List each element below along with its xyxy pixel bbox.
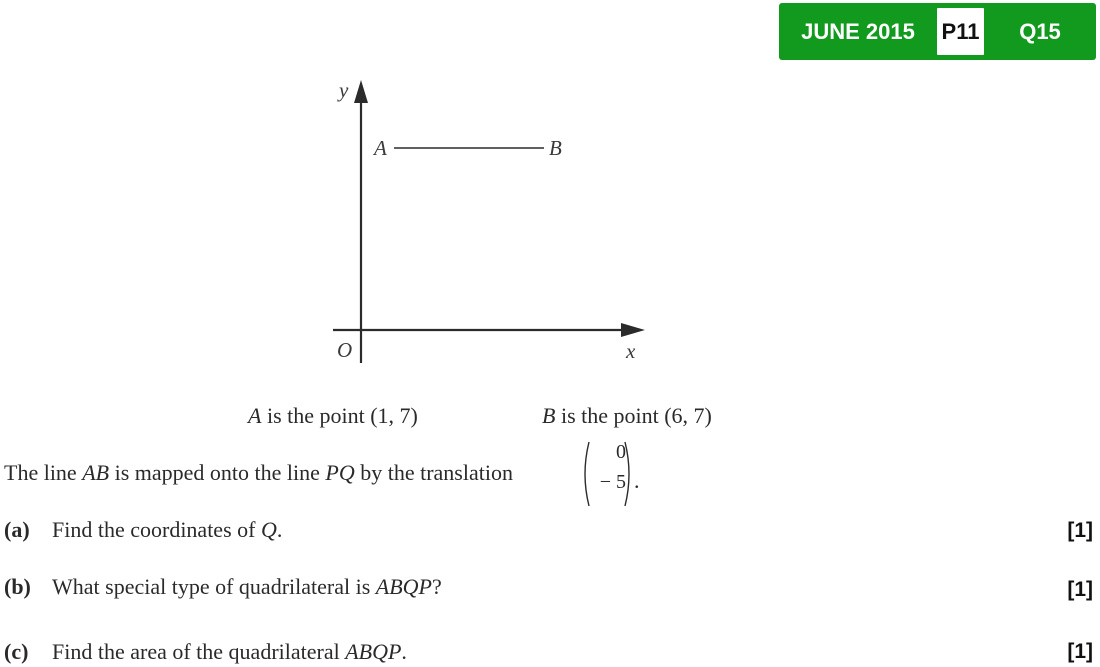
question-a-symbol: Q	[260, 517, 277, 542]
translation-vector	[580, 438, 640, 510]
vector-top-value: 0	[616, 441, 626, 463]
origin-label: O	[337, 338, 353, 362]
question-c-label: (c)	[4, 639, 29, 664]
point-a-text: is the point (1, 7)	[261, 403, 418, 428]
question-b-tail: ?	[431, 574, 442, 599]
badge-question: Q15	[1019, 19, 1061, 44]
point-b-symbol: B	[542, 403, 556, 428]
point-a-label: A	[374, 136, 387, 160]
point-b-label: B	[549, 136, 562, 160]
point-a-symbol: A	[248, 403, 262, 428]
line-ab-symbol: AB	[82, 460, 110, 485]
question-c-marks: [1]	[1067, 640, 1093, 663]
question-c-symbol: ABQP	[345, 639, 402, 664]
question-c	[4, 639, 407, 665]
point-a-description	[248, 403, 418, 429]
line-pq-symbol: PQ	[325, 460, 355, 485]
translation-text-2: is mapped onto the line	[109, 460, 326, 485]
point-b-text: is the point (6, 7)	[555, 403, 712, 428]
translation-text-1: The line	[4, 460, 83, 485]
x-axis-arrowhead	[621, 323, 645, 337]
question-c-tail: .	[401, 639, 407, 664]
badge-paper: P11	[937, 8, 984, 55]
question-c-text: Find the area of the quadrilateral	[52, 639, 346, 664]
question-b-symbol: ABQP	[375, 574, 432, 599]
vector-full-stop: .	[634, 468, 640, 493]
badge-session: JUNE 2015	[801, 19, 915, 44]
question-b	[4, 574, 442, 600]
question-b-text: What special type of quadrilateral is	[52, 574, 376, 599]
question-reference-badge	[779, 3, 1096, 60]
question-a-label: (a)	[4, 517, 30, 542]
question-a-text: Find the coordinates of	[52, 517, 261, 542]
question-b-label: (b)	[4, 574, 31, 599]
point-b-description	[542, 403, 712, 429]
question-a-tail: .	[276, 517, 283, 542]
question-b-marks: [1]	[1067, 578, 1093, 601]
x-axis-label: x	[626, 339, 636, 363]
y-axis-label: y	[339, 78, 349, 102]
y-axis-arrowhead	[354, 80, 368, 103]
vector-bottom-value: − 5	[599, 471, 626, 493]
translation-text-3: by the translation	[354, 460, 513, 485]
question-a-marks: [1]	[1067, 519, 1093, 542]
question-a	[4, 517, 282, 543]
translation-statement	[4, 460, 513, 486]
